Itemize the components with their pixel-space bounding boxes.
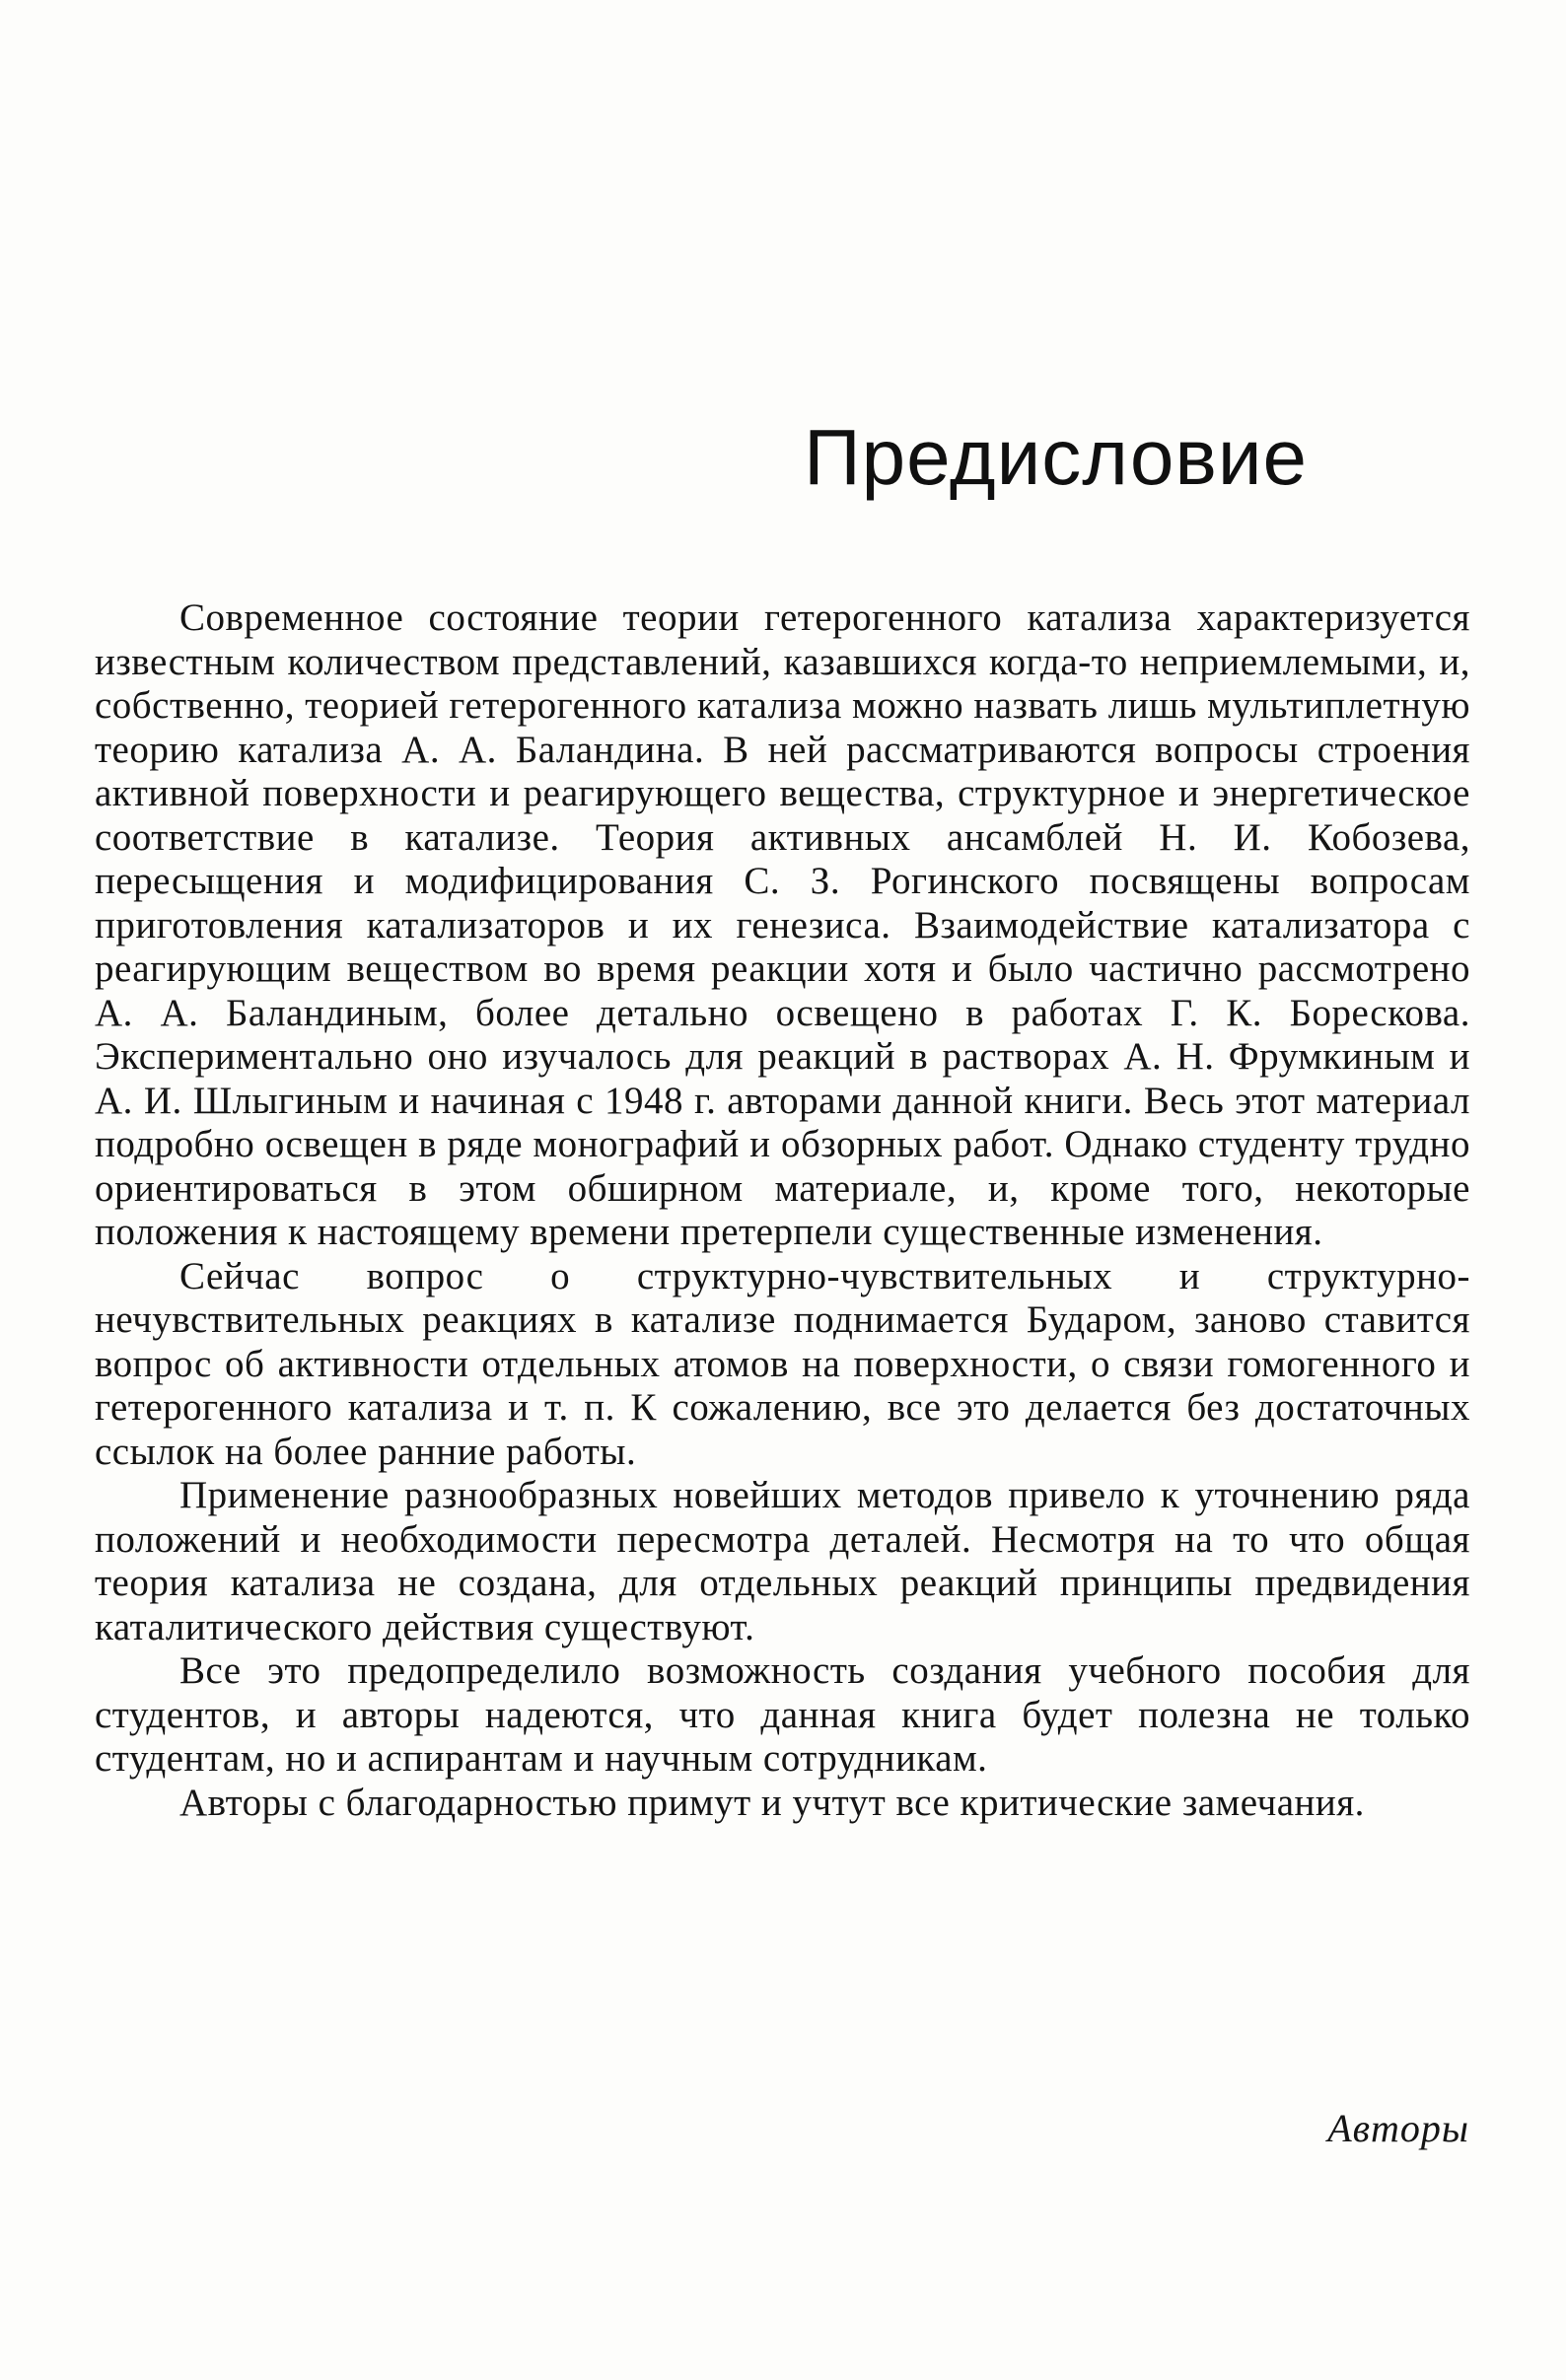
paragraph-3: Применение разнообразных новейших методов привело к уточнению ряда положений и необходимости пересмотра деталей. Несмотря на то что общая теория катализа не создана, для отдельных реакций принципы предвидения каталитического действия существуют. [95, 1474, 1470, 1648]
paragraph-2: Сейчас вопрос о структурно-чувствительных и структурно-нечувствительных реакциях в катализе поднимается Бударом, заново ставится вопрос об активности отдельных атомов на поверхности, о связи гомогенного и гетерогенного катализа и т. п. К сожалению, все это делается без достаточных ссылок на более ранние работы. [95, 1254, 1470, 1473]
preface-body [95, 596, 1470, 1825]
paragraph-1: Современное состояние теории гетерогенного катализа характеризуется известным количеством представлений, казавшихся когда-то неприемлемыми, и, собственно, теорией гетерогенного катализа можно назвать лишь мультиплетную теорию катализа А. А. Баландина. В ней рассматриваются вопросы строения активной поверхности и реагирующего вещества, структурное и энергетическое соответствие в катализе. Теория активных ансамблей Н. И. Кобозева, пересыщения и модифицирования С. З. Рогинского посвящены вопросам приготовления катализаторов и их генезиса. Взаимодействие катализатора с реагирующим веществом во время реакции хотя и было частично рассмотрено А. А. Баландиным, более детально освещено в работах Г. К. Борескова. Экспериментально оно изучалось для реакций в растворах А. Н. Фрумкиным и А. И. Шлыгиным и начиная с 1948 г. авторами данной книги. Весь этот материал подробно освещен в ряде монографий и обзорных работ. Однако студенту трудно ориентироваться в этом обширном материале, и, кроме того, некоторые положения к настоящему времени претерпели существенные изменения. [95, 596, 1470, 1253]
page-title: Предисловие [804, 413, 1308, 501]
paragraph-4: Все это предопределило возможность создания учебного пособия для студентов, и авторы надеются, что данная книга будет полезна не только студентам, но и аспирантам и научным сотрудникам. [95, 1649, 1470, 1780]
signature: Авторы [1327, 2106, 1469, 2150]
paragraph-5: Авторы с благодарностью примут и учтут все критические замечания. [179, 1781, 1365, 1824]
